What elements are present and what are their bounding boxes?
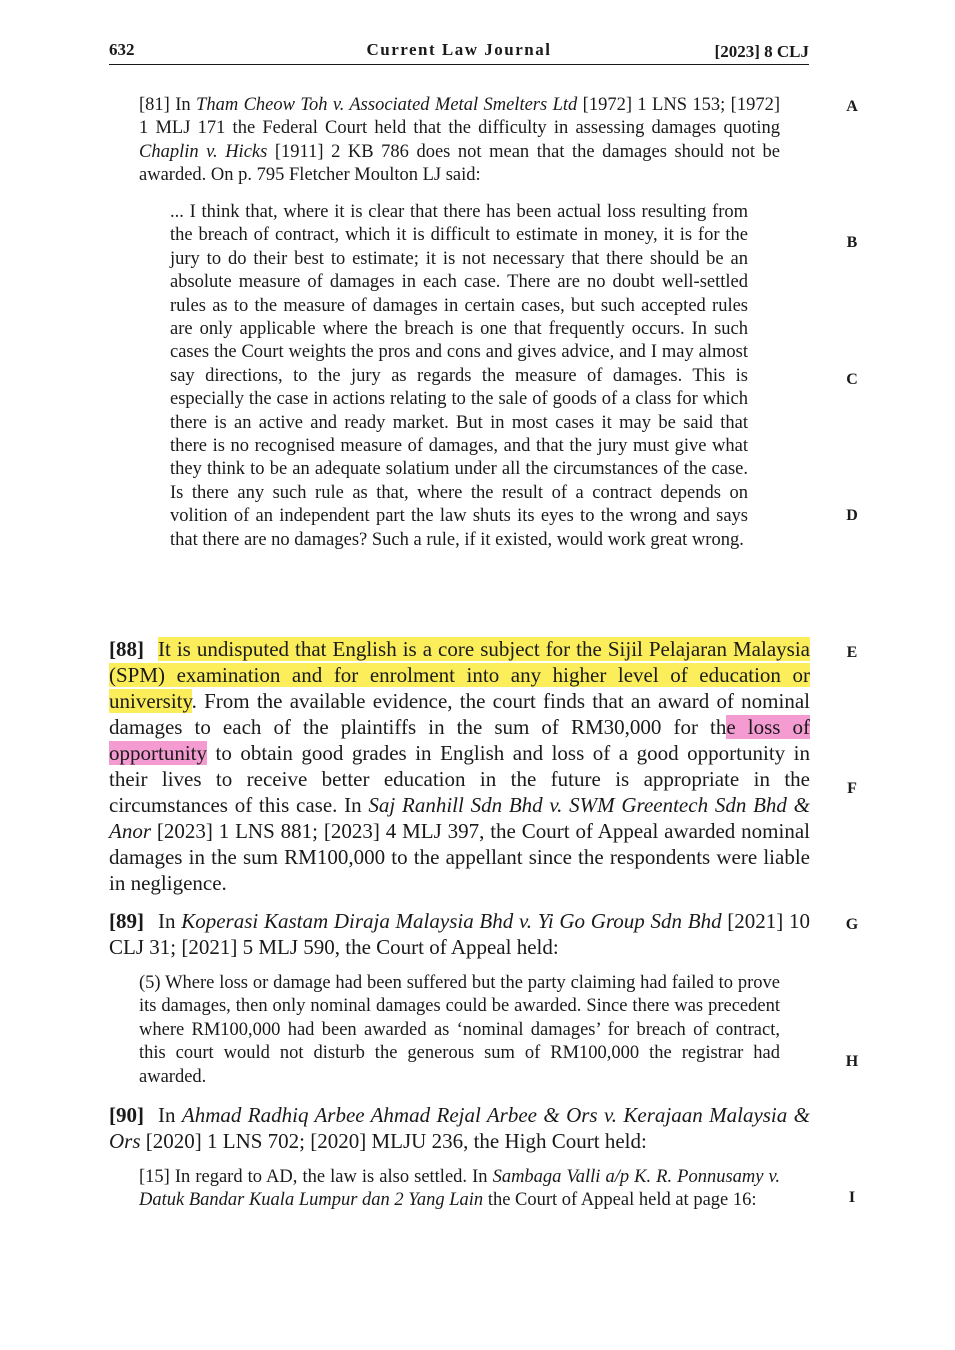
journal-citation: [2023] 8 CLJ xyxy=(714,42,809,61)
quote-paragraph-81: [81] In Tham Cheow Toh v. Associated Metal Smelters Ltd [1972] 1 LNS 153; [1972] 1 MLJ 171 the Federal Court held that the difficulty in assessing damages quoting Chaplin v. Hicks [1911] 2 KB 786 does not mean that the damages should not be awarded. On p. 795 Fletcher Moulton LJ said: xyxy=(139,95,781,186)
block-quote-ahmad-radhiq: [15] In regard to AD, the law is also settled. In Sambaga Valli a/p K. R. Ponnusamy v. Datuk Bandar Kuala Lumpur dan 2 Yang Lain the Court of Appeal held at page 16: xyxy=(139,1167,780,1211)
margin-letter-h: H xyxy=(845,1053,859,1070)
margin-letter-g: G xyxy=(845,916,859,933)
margin-letter-f: F xyxy=(847,780,857,797)
case-name: Ahmad Radhiq Arbee Ahmad Rejal Arbee & Ors v. Kerajaan Malaysia & Ors xyxy=(109,1103,810,1153)
case-name: Saj Ranhill Sdn Bhd v. SWM Greentech Sdn Bhd & Anor xyxy=(109,793,810,843)
case-name: Koperasi Kastam Diraja Malaysia Bhd v. Yi Go Group Sdn Bhd xyxy=(181,909,722,933)
pink-highlight: e loss of opportunity xyxy=(109,715,810,765)
paragraph-number: [88] xyxy=(109,637,144,661)
margin-letter-a: A xyxy=(846,98,858,115)
block-quote-fletcher-moulton: ... I think that, where it is clear that there has been actual loss resulting from the breach of contract, which it is difficult to estimate in money, it is for the jury to do their best to estimate; it is not necessary that there should be an absolute measure of damages in each case. There are no doubt well-settled rules as to the measure of damages in certain cases, but such accepted rules are only applicable where the breach is one that frequently occurs. In such cases the Court weights the pros and cons and gives advice, and I may almost say directions, to the jury as regards the measure of damages. This is especially the case in actions relating to the sale of goods of a class for which there is an active and ready market. But in most cases it may be said that there is no recognised measure of damages, and that the jury must give what they think to be an adequate solatium under all the circumstances of the case. Is there any such rule as that, where the result of a contract depends on volition of an independent part the law shuts its eyes to the wrong and says that there are no damages? Such a rule, if it existed, would work great wrong. xyxy=(170,202,748,550)
margin-letter-i: I xyxy=(848,1189,856,1206)
case-name: Tham Cheow Toh v. Associated Metal Smelters Ltd xyxy=(196,95,578,115)
running-header xyxy=(109,38,809,65)
paragraph-number: [89] xyxy=(109,909,144,933)
margin-letter-d: D xyxy=(846,507,858,524)
journal-title: Current Law Journal xyxy=(366,40,552,59)
paragraph-89: [89] In Koperasi Kastam Diraja Malaysia Bhd v. Yi Go Group Sdn Bhd [2021] 10 CLJ 31; [2021] 5 MLJ 590, the Court of Appeal held: xyxy=(109,909,810,959)
paragraph-88: [88] It is undisputed that English is a core subject for the Sijil Pelajaran Malaysia (SPM) examination and for enrolment into any higher level of education or university. From the available evidence, the court finds that an award of nominal damages to each of the plaintiffs in the sum of RM30,000 for the loss of opportunity to obtain good grades in English and loss of a good opportunity in their lives to receive better education in the future is appropriate in the circumstances of this case. In Saj Ranhill Sdn Bhd v. SWM Greentech Sdn Bhd & Anor [2023] 1 LNS 881; [2023] 4 MLJ 397, the Court of Appeal awarded nominal damages in the sum RM100,000 to the appellant since the respondents were liable in negligence. xyxy=(109,637,810,895)
case-name: Chaplin v. Hicks xyxy=(139,141,268,162)
paragraph-90: [90] In Ahmad Radhiq Arbee Ahmad Rejal Arbee & Ors v. Kerajaan Malaysia & Ors [2020] 1 LNS 702; [2020] MLJU 236, the High Court held: xyxy=(109,1103,810,1153)
case-name: Sambaga Valli a/p K. R. Ponnusamy v. Datuk Bandar Kuala Lumpur dan 2 Yang Lain xyxy=(139,1167,780,1211)
paragraph-number: [90] xyxy=(109,1103,144,1127)
page-number: 632 xyxy=(109,40,135,59)
yellow-highlight: It is undisputed that English is a core subject for the Sijil Pelajaran Malaysia (SPM) examination and for enrolment into any higher level of education or university xyxy=(109,637,810,713)
margin-letter-b: B xyxy=(846,234,858,251)
margin-letter-c: C xyxy=(846,371,858,388)
block-quote-koperasi: (5) Where loss or damage had been suffered but the party claiming had failed to prove its damages, then only nominal damages could be awarded. Since there was precedent where RM100,000 had been awarded as ‘nominal damages’ for breach of contract, this court would not disturb the generous sum of RM100,000 the registrar had awarded. xyxy=(139,973,780,1087)
margin-letter-e: E xyxy=(846,644,858,661)
